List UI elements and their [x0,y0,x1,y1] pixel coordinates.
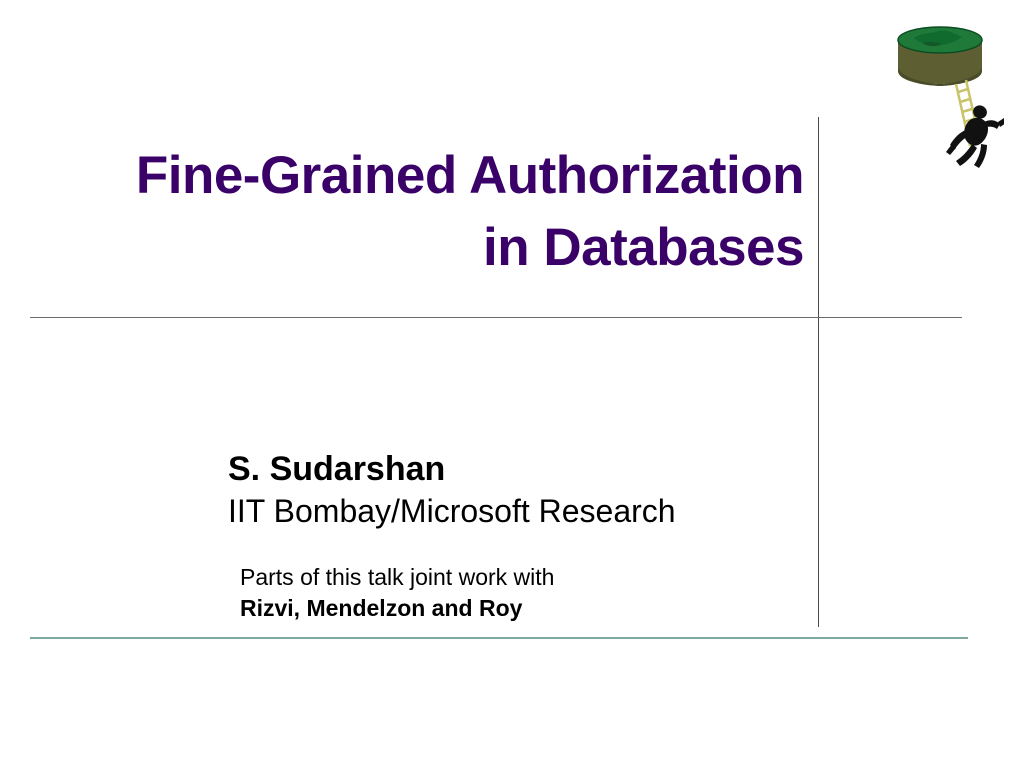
slide-title-line-1: Fine-Grained Authorization [135,146,804,205]
credit-line-2: Rizvi, Mendelzon and Roy [240,595,523,622]
credit-line-1: Parts of this talk joint work with [240,564,555,590]
credit-block [240,562,800,624]
database-drum-with-climbing-figure-logo-icon [884,18,1004,178]
author-block [228,448,808,531]
slide-title [30,140,804,284]
vertical-divider [818,117,819,627]
horizontal-divider-top [30,317,962,318]
horizontal-divider-bottom [30,637,968,639]
author-name: S. Sudarshan [228,450,446,488]
author-affiliation: IIT Bombay/Microsoft Research [228,492,676,529]
slide-title-line-2: in Databases [483,218,804,278]
